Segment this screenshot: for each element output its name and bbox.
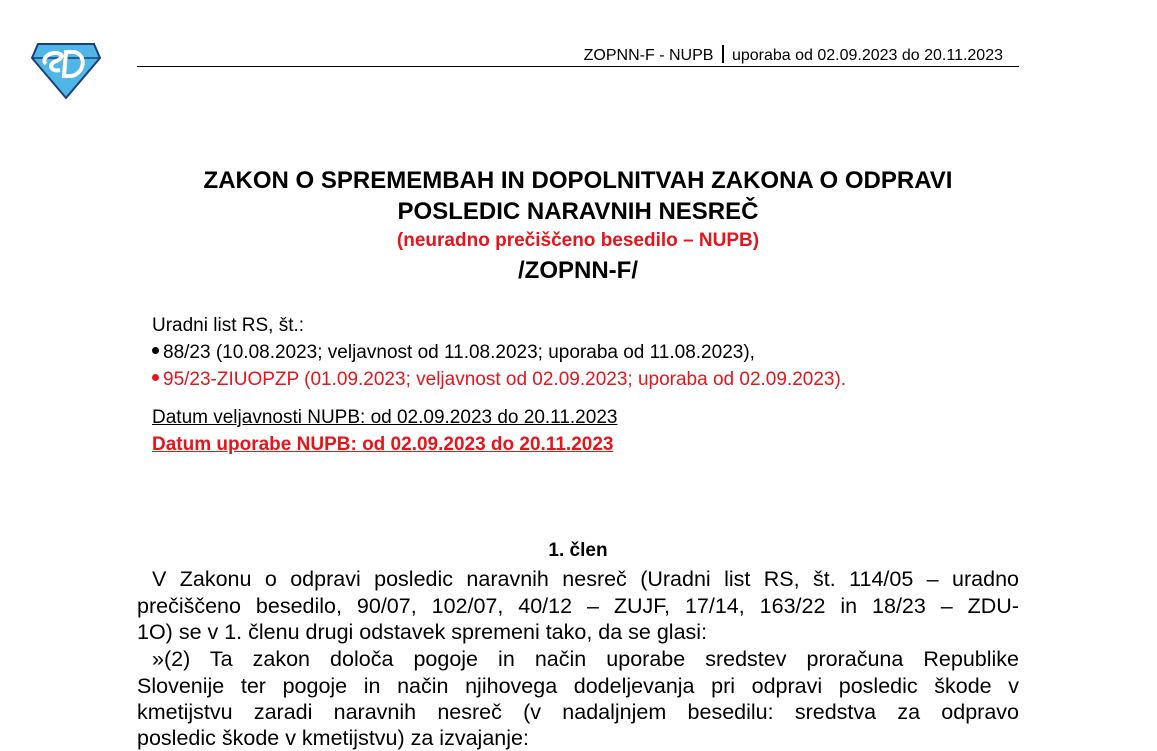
title-abbreviation: /ZOPNN-F/ [518,257,638,284]
running-header [137,44,1019,67]
article-line: V Zakonu o odpravi posledic naravnih nesreč (Uradni list RS, št. 114/05 – uradno [152,567,1019,591]
header-usage: uporaba od 02.09.2023 do 20.11.2023 [731,47,1003,64]
diamond-logo-icon [30,40,102,102]
article-line: posledic škode v kmetijstvu) za izvajanje: [137,726,529,750]
header-separator [722,45,724,63]
article-line: »(2) Ta zakon določa pogoje in način uporabe sredstev proračuna Republike [152,647,1019,671]
article-heading: 1. člen [548,540,608,561]
gazette-item [152,369,846,391]
header-doc-code: ZOPNN-F - NUPB [583,47,714,64]
gazette-item-text: 88/23 (10.08.2023; veljavnost od 11.08.2023; uporaba od 11.08.2023), [163,342,755,363]
usage-date: Datum uporabe NUPB: od 02.09.2023 do 20.11.2023 [152,434,614,455]
validity-date: Datum veljavnosti NUPB: od 02.09.2023 do 20.11.2023 [152,407,618,428]
bullet-icon [152,374,159,381]
title-line-1: ZAKON O SPREMEMBAH IN DOPOLNITVAH ZAKONA O ODPRAVI [203,167,953,194]
article-line: 1O) se v 1. členu drugi odstavek spremeni tako, da se glasi: [137,620,708,644]
gazette-label: Uradni list RS, št.: [152,315,305,336]
article-line: Slovenije ter pogoje in način njihovega dodeljevanja pri odpravi posledic škode v [137,674,1019,698]
gazette-item-text: 95/23-ZIUOPZP (01.09.2023; veljavnost od 02.09.2023; uporaba od 02.09.2023). [163,369,847,390]
article-line: prečiščeno besedilo, 90/07, 102/07, 40/12 – ZUJF, 17/14, 163/22 in 18/23 – ZDU- [137,594,1019,618]
article-line: kmetijstvu zaradi naravnih nesreč (v nadaljnjem besedilu: sredstva za odpravo [137,700,1019,724]
title-subtitle: (neuradno prečiščeno besedilo – NUPB) [396,230,760,251]
title-line-2: POSLEDIC NARAVNIH NESREČ [397,198,759,225]
gazette-item [152,342,755,364]
bullet-icon [152,347,159,354]
